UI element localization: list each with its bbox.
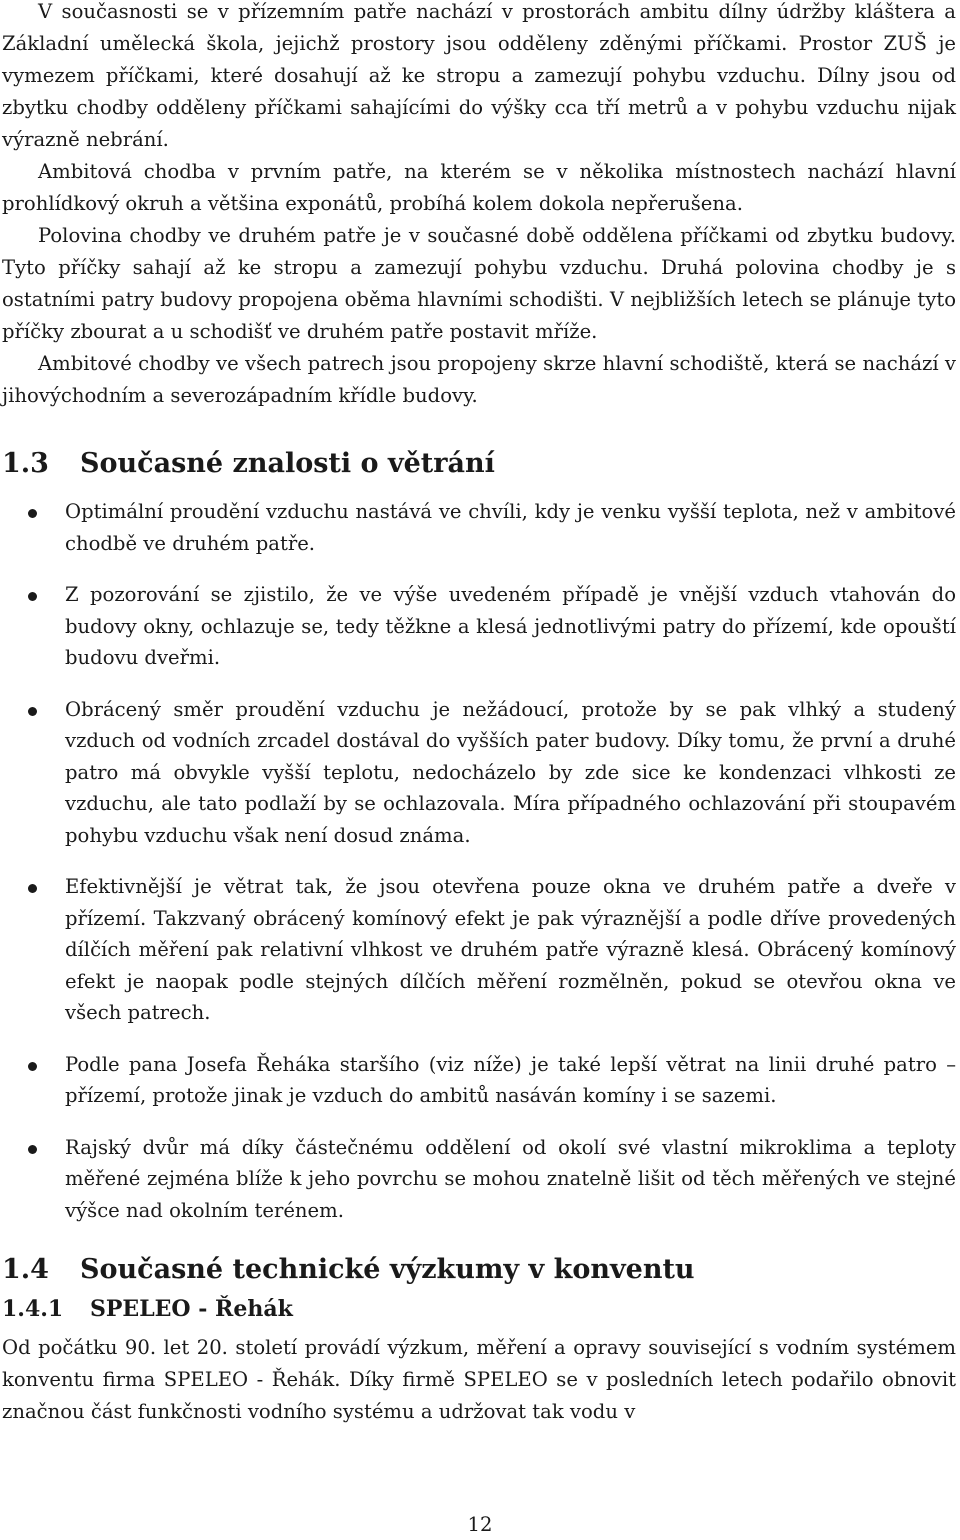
list-item	[2, 1049, 956, 1112]
section-title: Současné znalosti o větrání	[80, 448, 495, 479]
intro-paragraph-1: V současnosti se v přízemním patře nachází v prostorách ambitu dílny údržby kláštera a Základní umělecká škola, jejichž prostory jsou odděleny zděnými příčkami. Prostor ZUŠ je vymezem příčkami, které dosahují až ke stropu a zamezují pohybu vzduchu. Dílny jsou od zbytku chodby odděleny příčkami sahajícími do výšky cca tří metrů a v pohybu vzduchu nijak výrazně nebrání.	[2, 0, 956, 151]
list-item	[2, 496, 956, 559]
page-number: 12	[467, 1513, 493, 1536]
bullet-icon	[28, 509, 37, 518]
bullet-icon	[28, 592, 37, 601]
section-number: 1.4	[2, 1254, 49, 1285]
subsection-heading-1-4-1	[2, 1294, 956, 1324]
bullet-icon	[28, 1062, 37, 1071]
intro-paragraph-4: Ambitové chodby ve všech patrech jsou propojeny skrze hlavní schodiště, která se nachází v jihovýchodním a severozápadním křídle budovy.	[2, 352, 956, 407]
subsection-number: 1.4.1	[2, 1296, 64, 1322]
section-heading-1-3	[2, 446, 956, 482]
list-item-text: Podle pana Josefa Řeháka staršího (viz níže) je také lepší větrat na linii druhé patro – přízemí, protože jinak je vzduch do ambitů nasáván komíny i se sazemi.	[65, 1052, 956, 1107]
bullet-icon	[28, 707, 37, 716]
list-item	[2, 694, 956, 852]
section-title: Současné technické výzkumy v konventu	[80, 1254, 695, 1285]
intro-paragraph-2: Ambitová chodba v prvním patře, na kterém se v několika místnostech nachází hlavní prohlídkový okruh a většina exponátů, probíhá kolem dokola nepřerušena.	[2, 160, 956, 215]
list-item	[2, 1132, 956, 1227]
document-page	[2, 0, 956, 1428]
list-item-text: Z pozorování se zjistilo, že ve výše uvedeném případě je vnější vzduch vtahován do budovy okny, ochlazuje se, tedy těžkne a klesá jednotlivými patry do přízemí, kde opouští budovu dveřmi.	[65, 583, 956, 669]
intro-text	[2, 0, 956, 412]
list-item	[2, 871, 956, 1029]
section-number: 1.3	[2, 448, 49, 479]
bullet-icon	[28, 884, 37, 893]
list-item-text: Efektivnější je větrat tak, že jsou otevřena pouze okna ve druhém patře a dveře v přízemí. Takzvaný obrácený komínový efekt je pak výraznější a podle dříve provedených dílčích měření pak relativní vlhkost ve druhém patře výrazně klesá. Obrácený komínový efekt je naopak podle stejných dílčích měření rozmělněn, pokud se otevřou okna ve všech patrech.	[65, 875, 956, 1024]
speleo-paragraph: Od počátku 90. let 20. století provádí výzkum, měření a opravy související s vodním systémem konventu firma SPELEO - Řehák. Díky firmě SPELEO se v posledních letech podařilo obnovit značnou část funkčnosti vodního systému a udržovat tak vodu v	[2, 1336, 956, 1423]
list-item-text: Obrácený směr proudění vzduchu je nežádoucí, protože by se pak vlhký a studený vzduch od vodních zrcadel dostával do vyšších pater budovy. Díky tomu, že první a druhé patro má obvykle vyšší teplotu, nedocházelo by zde sice ke kondenzaci vlhkosti ze vzduchu, ale tato podlaží by se ochlazovala. Míra případného ochlazování při stoupavém pohybu vzduchu však není dosud známa.	[65, 697, 956, 847]
ventilation-bullet-list	[2, 496, 956, 1226]
section-heading-1-4	[2, 1252, 956, 1288]
list-item-text: Optimální proudění vzduchu nastává ve chvíli, kdy je venku vyšší teplota, než v ambitové chodbě ve druhém patře.	[65, 500, 956, 555]
list-item	[2, 579, 956, 674]
intro-paragraph-3: Polovina chodby ve druhém patře je v současné době oddělena příčkami od zbytku budovy. Tyto příčky sahají až ke stropu a zamezují pohybu vzduchu. Druhá polovina chodby je s ostatními patry budovy propojena oběma hlavními schodišti. V nejbližších letech se plánuje tyto příčky zbourat a u schodišť ve druhém patře postavit mříže.	[2, 224, 956, 343]
bullet-icon	[28, 1145, 37, 1154]
subsection-title: SPELEO - Řehák	[90, 1296, 293, 1322]
list-item-text: Rajský dvůr má díky částečnému oddělení od okolí své vlastní mikroklima a teploty měřené zejména blíže k jeho povrchu se mohou znatelně lišit od těch měřených ve stejné výšce nad okolním terénem.	[65, 1135, 956, 1222]
